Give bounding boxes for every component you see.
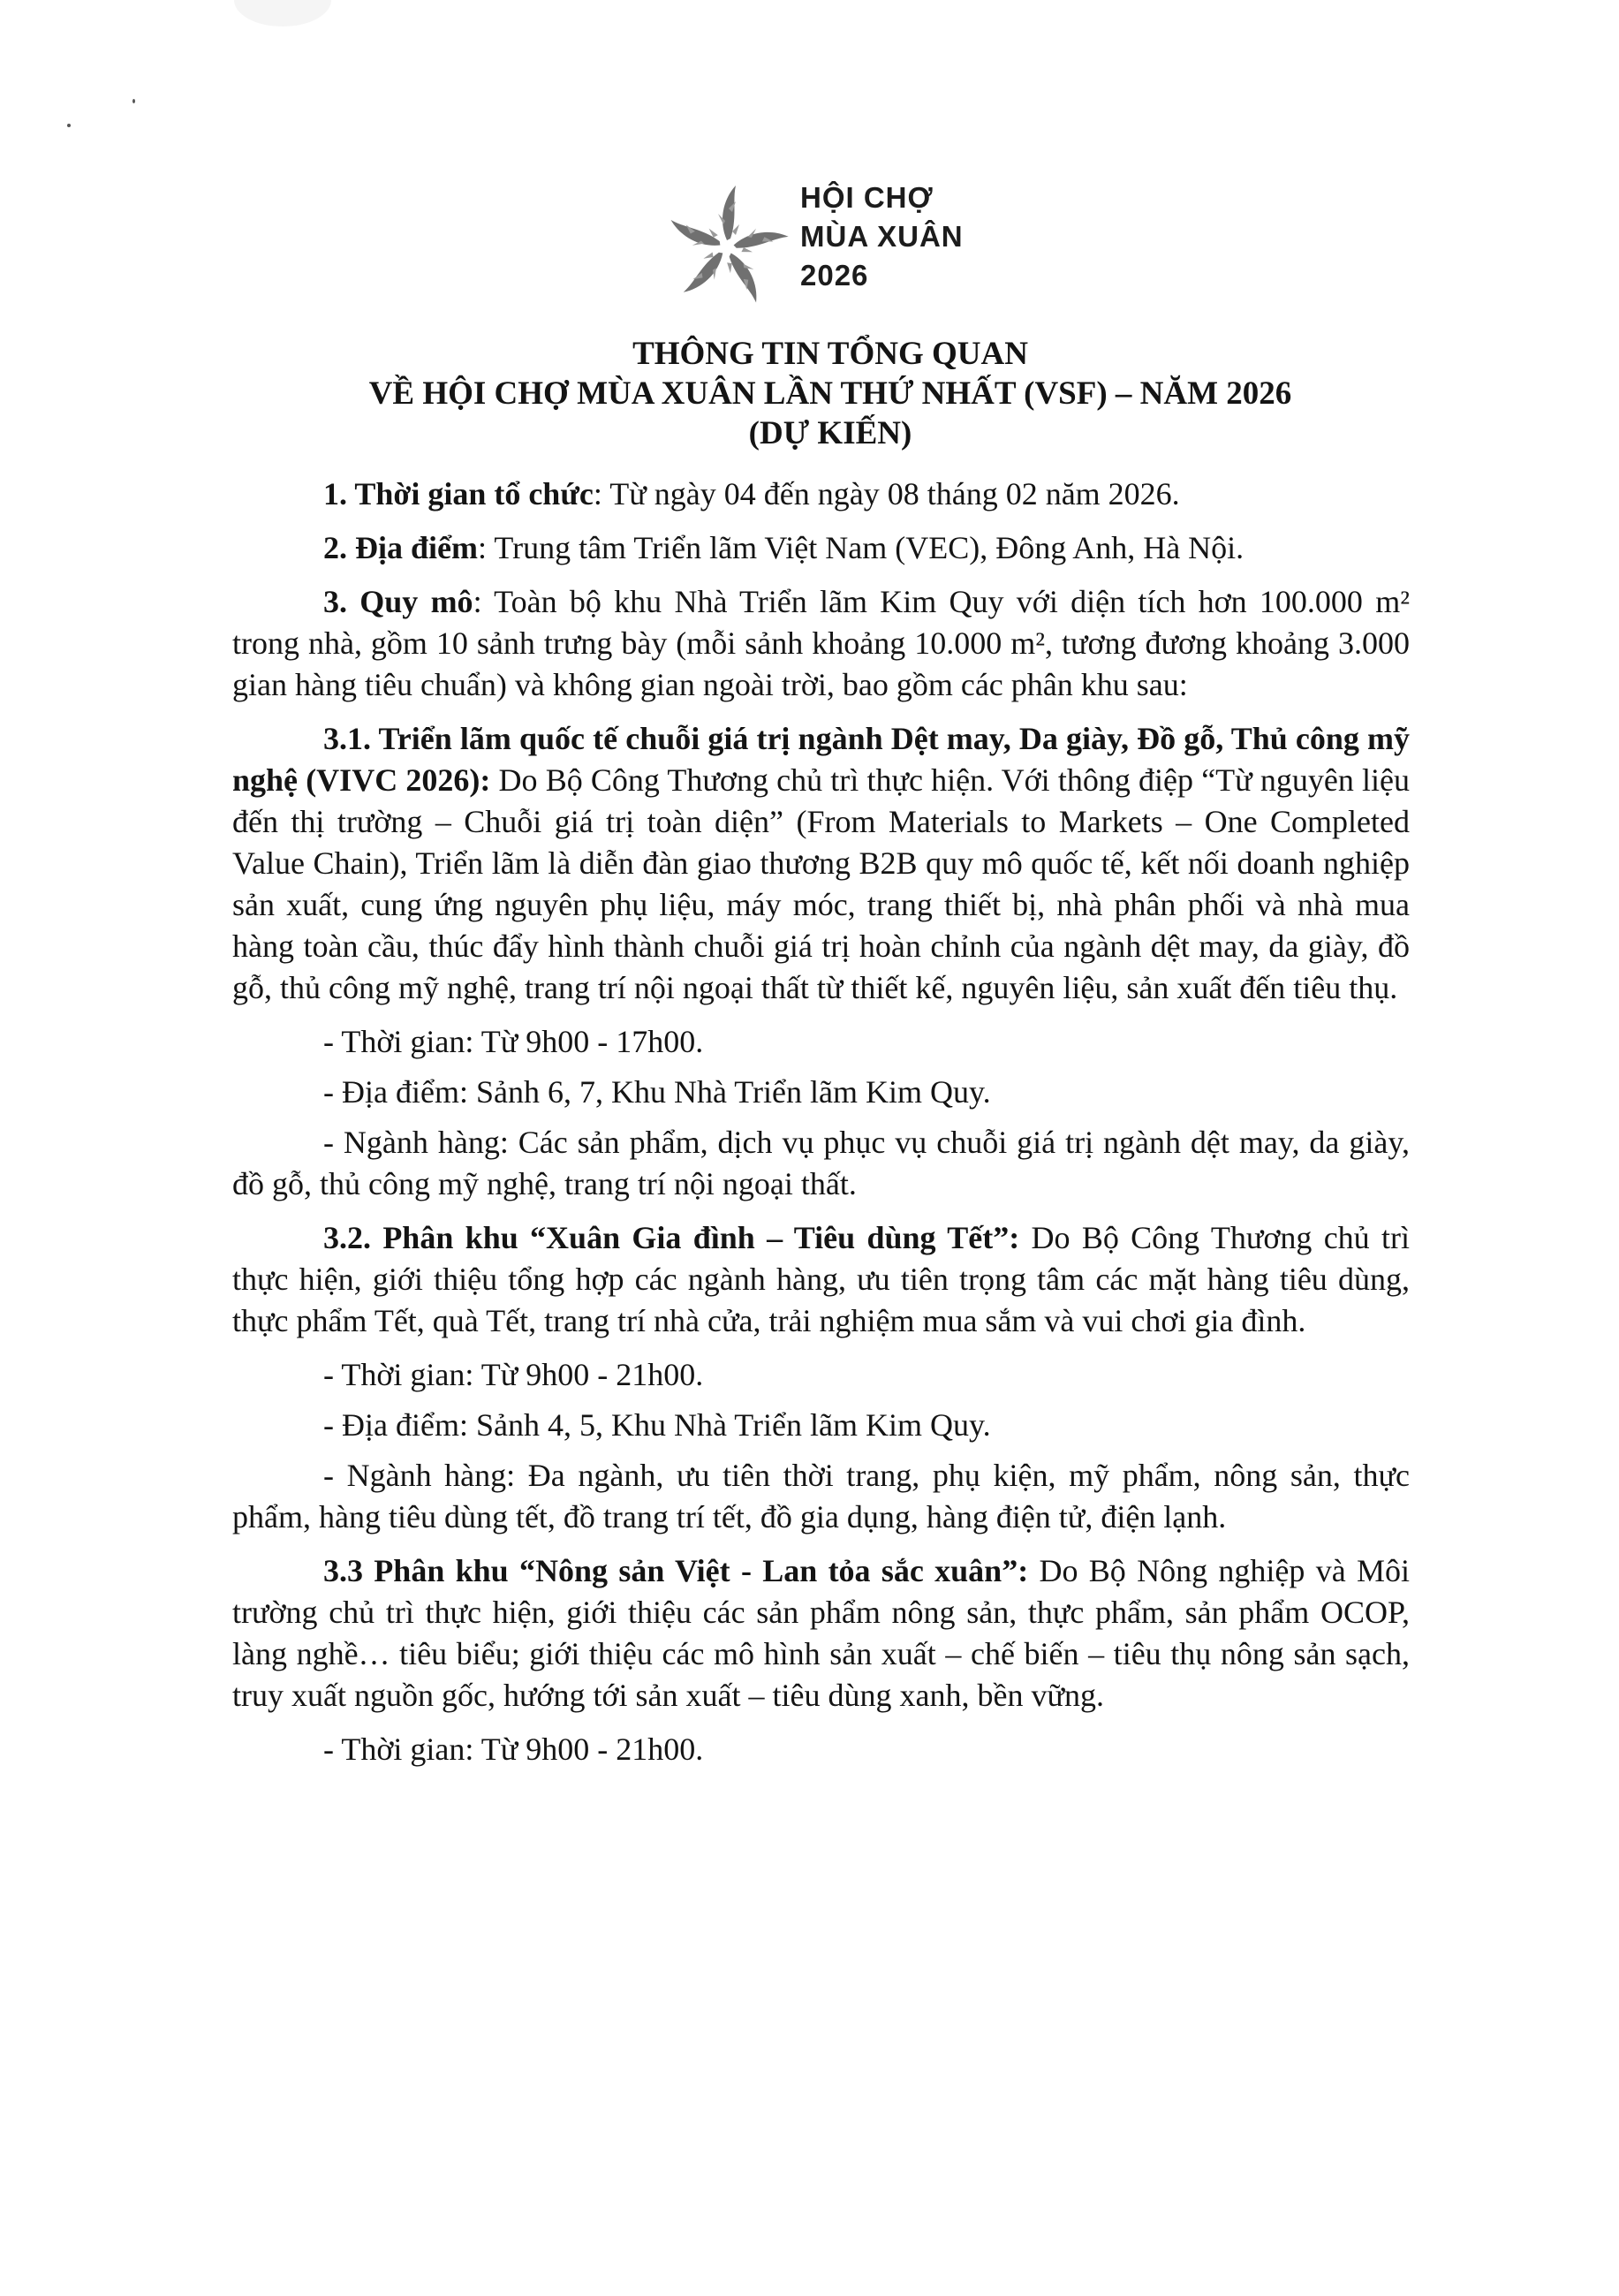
section-3-3-time: - Thời gian: Từ 9h00 - 21h00. xyxy=(323,1731,704,1767)
section-3-1-goods: - Ngành hàng: Các sản phẩm, dịch vụ phục vụ chuỗi giá trị ngành dệt may, da giày, đồ gỗ, thủ công mỹ nghệ, trang trí nội ngoại thất. xyxy=(232,1125,1410,1201)
logo-line-2: MÙA XUÂN xyxy=(800,220,964,253)
logo-line-3: 2026 xyxy=(800,259,869,292)
section-text: Do Bộ Công Thương chủ trì thực hiện, giới thiệu tổng hợp các ngành hàng, ưu tiên trọng tâm các mặt hàng tiêu dùng, thực phẩm Tết, quà Tết, trang trí nhà cửa, trải nghiệm mua sắm và vui chơi gia đình. xyxy=(232,1220,1410,1338)
scan-speck xyxy=(67,124,71,127)
title-line-1: THÔNG TIN TỔNG QUAN xyxy=(632,336,1028,372)
section-scale xyxy=(232,581,1410,706)
flower-star-icon xyxy=(661,177,793,309)
document-title xyxy=(247,334,1413,453)
section-3-3 xyxy=(232,1550,1410,1716)
section-text: Do Bộ Nông nghiệp và Môi trường chủ trì thực hiện, giới thiệu các sản phẩm nông sản, thực phẩm, sản phẩm OCOP, làng nghề… tiêu biểu; giới thiệu các mô hình sản xuất – chế biến – tiêu thụ nông sản sạch, truy xuất nguồn gốc, hướng tới sản xuất – tiêu dùng xanh, bền vững. xyxy=(232,1553,1410,1713)
section-3-2-goods: - Ngành hàng: Đa ngành, ưu tiên thời trang, phụ kiện, mỹ phẩm, nông sản, thực phẩm, hàng tiêu dùng tết, đồ trang trí tết, đồ gia dụng, hàng điện tử, điện lạnh. xyxy=(232,1458,1410,1534)
section-3-2-place: - Địa điểm: Sảnh 4, 5, Khu Nhà Triển lãm Kim Quy. xyxy=(323,1407,991,1443)
section-label: 3.1. Triển lãm quốc tế chuỗi giá trị ngành Dệt may, Da giày, Đồ gỗ, Thủ công mỹ nghệ (VIVC 2026): xyxy=(232,721,1410,798)
section-3-2-time: - Thời gian: Từ 9h00 - 21h00. xyxy=(323,1357,704,1392)
section-label: 3. Quy mô xyxy=(323,584,473,619)
fair-logo xyxy=(661,177,996,309)
section-text: : Trung tâm Triển lãm Việt Nam (VEC), Đông Anh, Hà Nội. xyxy=(478,530,1245,565)
section-label: 2. Địa điểm xyxy=(323,530,478,565)
section-text: Do Bộ Công Thương chủ trì thực hiện. Với thông điệp “Từ nguyên liệu đến thị trường – Chuỗi giá trị toàn diện” (From Materials to Markets – One Completed Value Chain), Triển lãm là diễn đàn giao thương B2B quy mô quốc tế, kết nối doanh nghiệp sản xuất, cung ứng nguyên phụ liệu, máy móc, trang thiết bị, nhà phân phối và nhà mua hàng toàn cầu, thúc đẩy hình thành chuỗi giá trị hoàn chỉnh của ngành dệt may, da giày, đồ gỗ, thủ công mỹ nghệ, trang trí nội ngoại thất từ thiết kế, nguyên liệu, sản xuất đến tiêu thụ. xyxy=(232,762,1410,1005)
section-text: : Toàn bộ khu Nhà Triển lãm Kim Quy với diện tích hơn 100.000 m² trong nhà, gồm 10 sảnh trưng bày (mỗi sảnh khoảng 10.000 m², tương đương khoảng 3.000 gian hàng tiêu chuẩn) và không gian ngoài trời, bao gồm các phân khu sau: xyxy=(232,584,1410,702)
section-3-2 xyxy=(232,1217,1410,1342)
scan-smudge xyxy=(234,0,331,27)
document-body xyxy=(232,474,1410,1779)
section-3-1-place: - Địa điểm: Sảnh 6, 7, Khu Nhà Triển lãm Kim Quy. xyxy=(323,1074,991,1110)
section-label: 1. Thời gian tổ chức xyxy=(323,476,594,511)
logo-wordmark xyxy=(800,178,964,295)
section-time xyxy=(232,474,1410,515)
scan-speck xyxy=(132,99,135,103)
section-label: 3.2. Phân khu “Xuân Gia đình – Tiêu dùng Tết”: xyxy=(323,1220,1020,1255)
title-line-2: VỀ HỘI CHỢ MÙA XUÂN LẦN THỨ NHẤT (VSF) – NĂM 2026 xyxy=(368,375,1292,412)
section-location xyxy=(232,527,1410,569)
section-3-1 xyxy=(232,718,1410,1009)
section-label: 3.3 Phân khu “Nông sản Việt - Lan tỏa sắc xuân”: xyxy=(323,1553,1029,1588)
logo-line-1: HỘI CHỢ xyxy=(800,181,934,214)
section-text: : Từ ngày 04 đến ngày 08 tháng 02 năm 2026. xyxy=(593,476,1180,511)
title-line-3: (DỰ KIẾN) xyxy=(748,415,912,451)
section-3-1-time: - Thời gian: Từ 9h00 - 17h00. xyxy=(323,1024,704,1059)
